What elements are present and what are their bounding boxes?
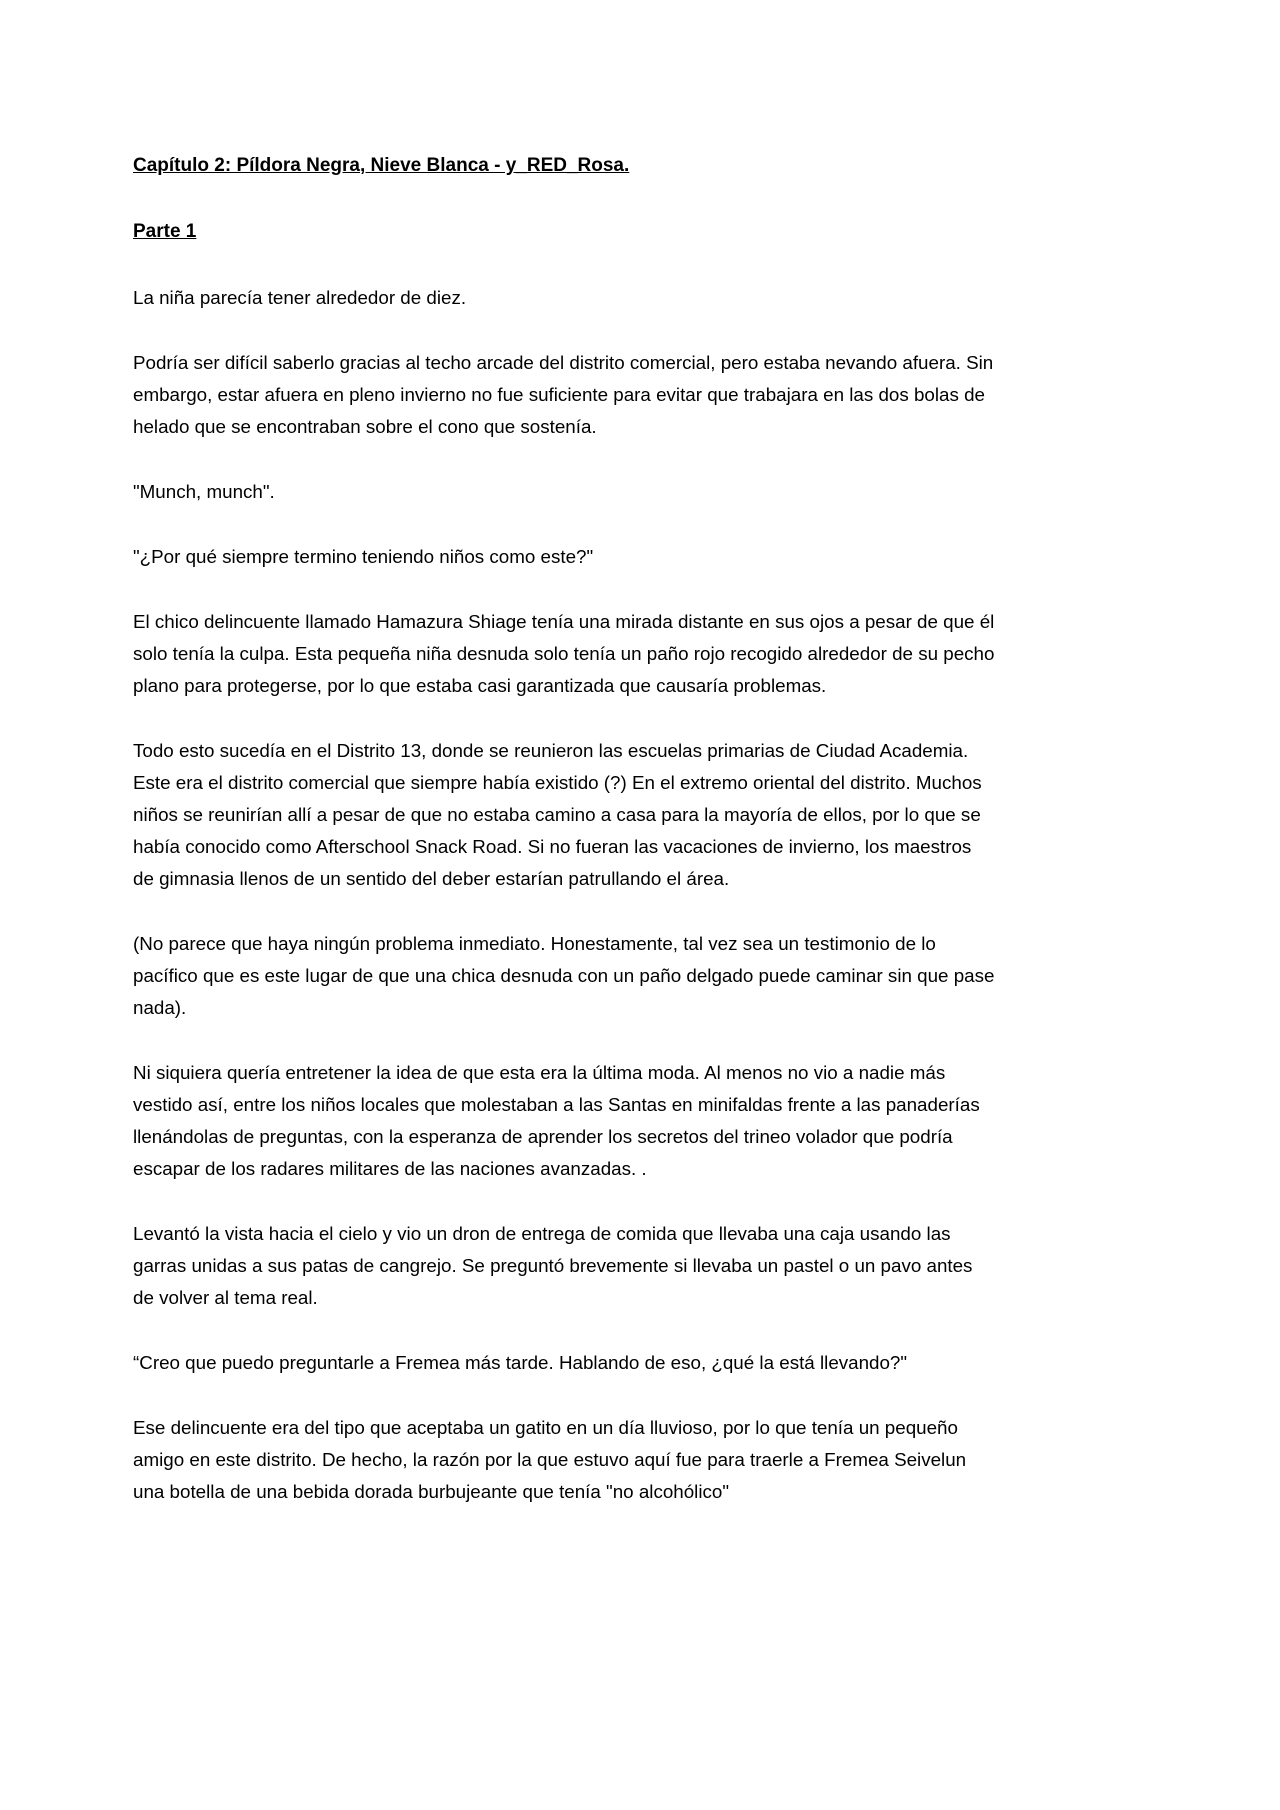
document-content <box>133 150 1000 1508</box>
paragraph: Levantó la vista hacia el cielo y vio un dron de entrega de comida que llevaba una caja usando las garras unidas a sus patas de cangrejo. Se preguntó brevemente si llevaba un pastel o un pavo antes de volver al tema real. <box>133 1223 978 1308</box>
paragraph: Todo esto sucedía en el Distrito 13, donde se reunieron las escuelas primarias de Ciudad Academia. Este era el distrito comercial que siempre había existido (?) En el extremo oriental del distrito. Muchos niños se reunirían allí a pesar de que no estaba camino a casa para la mayoría de ellos, por lo que se había conocido como Afterschool Snack Road. Si no fueran las vacaciones de invierno, los maestros de gimnasia llenos de un sentido del deber estarían patrullando el área. <box>133 740 987 889</box>
paragraph: Ni siquiera quería entretener la idea de que esta era la última moda. Al menos no vio a nadie más vestido así, entre los niños locales que molestaban a las Santas en minifaldas frente a las panaderías llenándolas de preguntas, con la esperanza de aprender los secretos del trineo volador que podría escapar de los radares militares de las naciones avanzadas. . <box>133 1062 985 1179</box>
chapter-title: Capítulo 2: Píldora Negra, Nieve Blanca - y_RED_Rosa. <box>133 155 630 176</box>
paragraph: Podría ser difícil saberlo gracias al techo arcade del distrito comercial, pero estaba nevando afuera. Sin embargo, estar afuera en pleno invierno no fue suficiente para evitar que trabajara en las dos bolas de helado que se encontraban sobre el cono que sostenía. <box>133 352 999 437</box>
paragraph: "Munch, munch". <box>133 481 275 502</box>
paragraph: Ese delincuente era del tipo que aceptaba un gatito en un día lluvioso, por lo que tenía un pequeño amigo en este distrito. De hecho, la razón por la que estuvo aquí fue para traerle a Fremea Seivelun una botella de una bebida dorada burbujeante que tenía "no alcohólico" <box>133 1417 972 1502</box>
paragraph: “Creo que puedo preguntarle a Fremea más tarde. Hablando de eso, ¿qué la está llevando?" <box>133 1352 908 1373</box>
paragraph: La niña parecía tener alrededor de diez. <box>133 287 467 308</box>
paragraph: El chico delincuente llamado Hamazura Shiage tenía una mirada distante en sus ojos a pesar de que él solo tenía la culpa. Esta pequeña niña desnuda solo tenía un paño rojo recogido alrededor de su pecho plano para protegerse, por lo que estaba casi garantizada que causaría problemas. <box>133 611 1000 696</box>
part-heading: Parte 1 <box>133 221 197 242</box>
paragraph: "¿Por qué siempre termino teniendo niños como este?" <box>133 546 594 567</box>
paragraph: (No parece que haya ningún problema inmediato. Honestamente, tal vez sea un testimonio de lo pacífico que es este lugar de que una chica desnuda con un paño delgado puede caminar sin que pase nada). <box>133 933 1000 1018</box>
